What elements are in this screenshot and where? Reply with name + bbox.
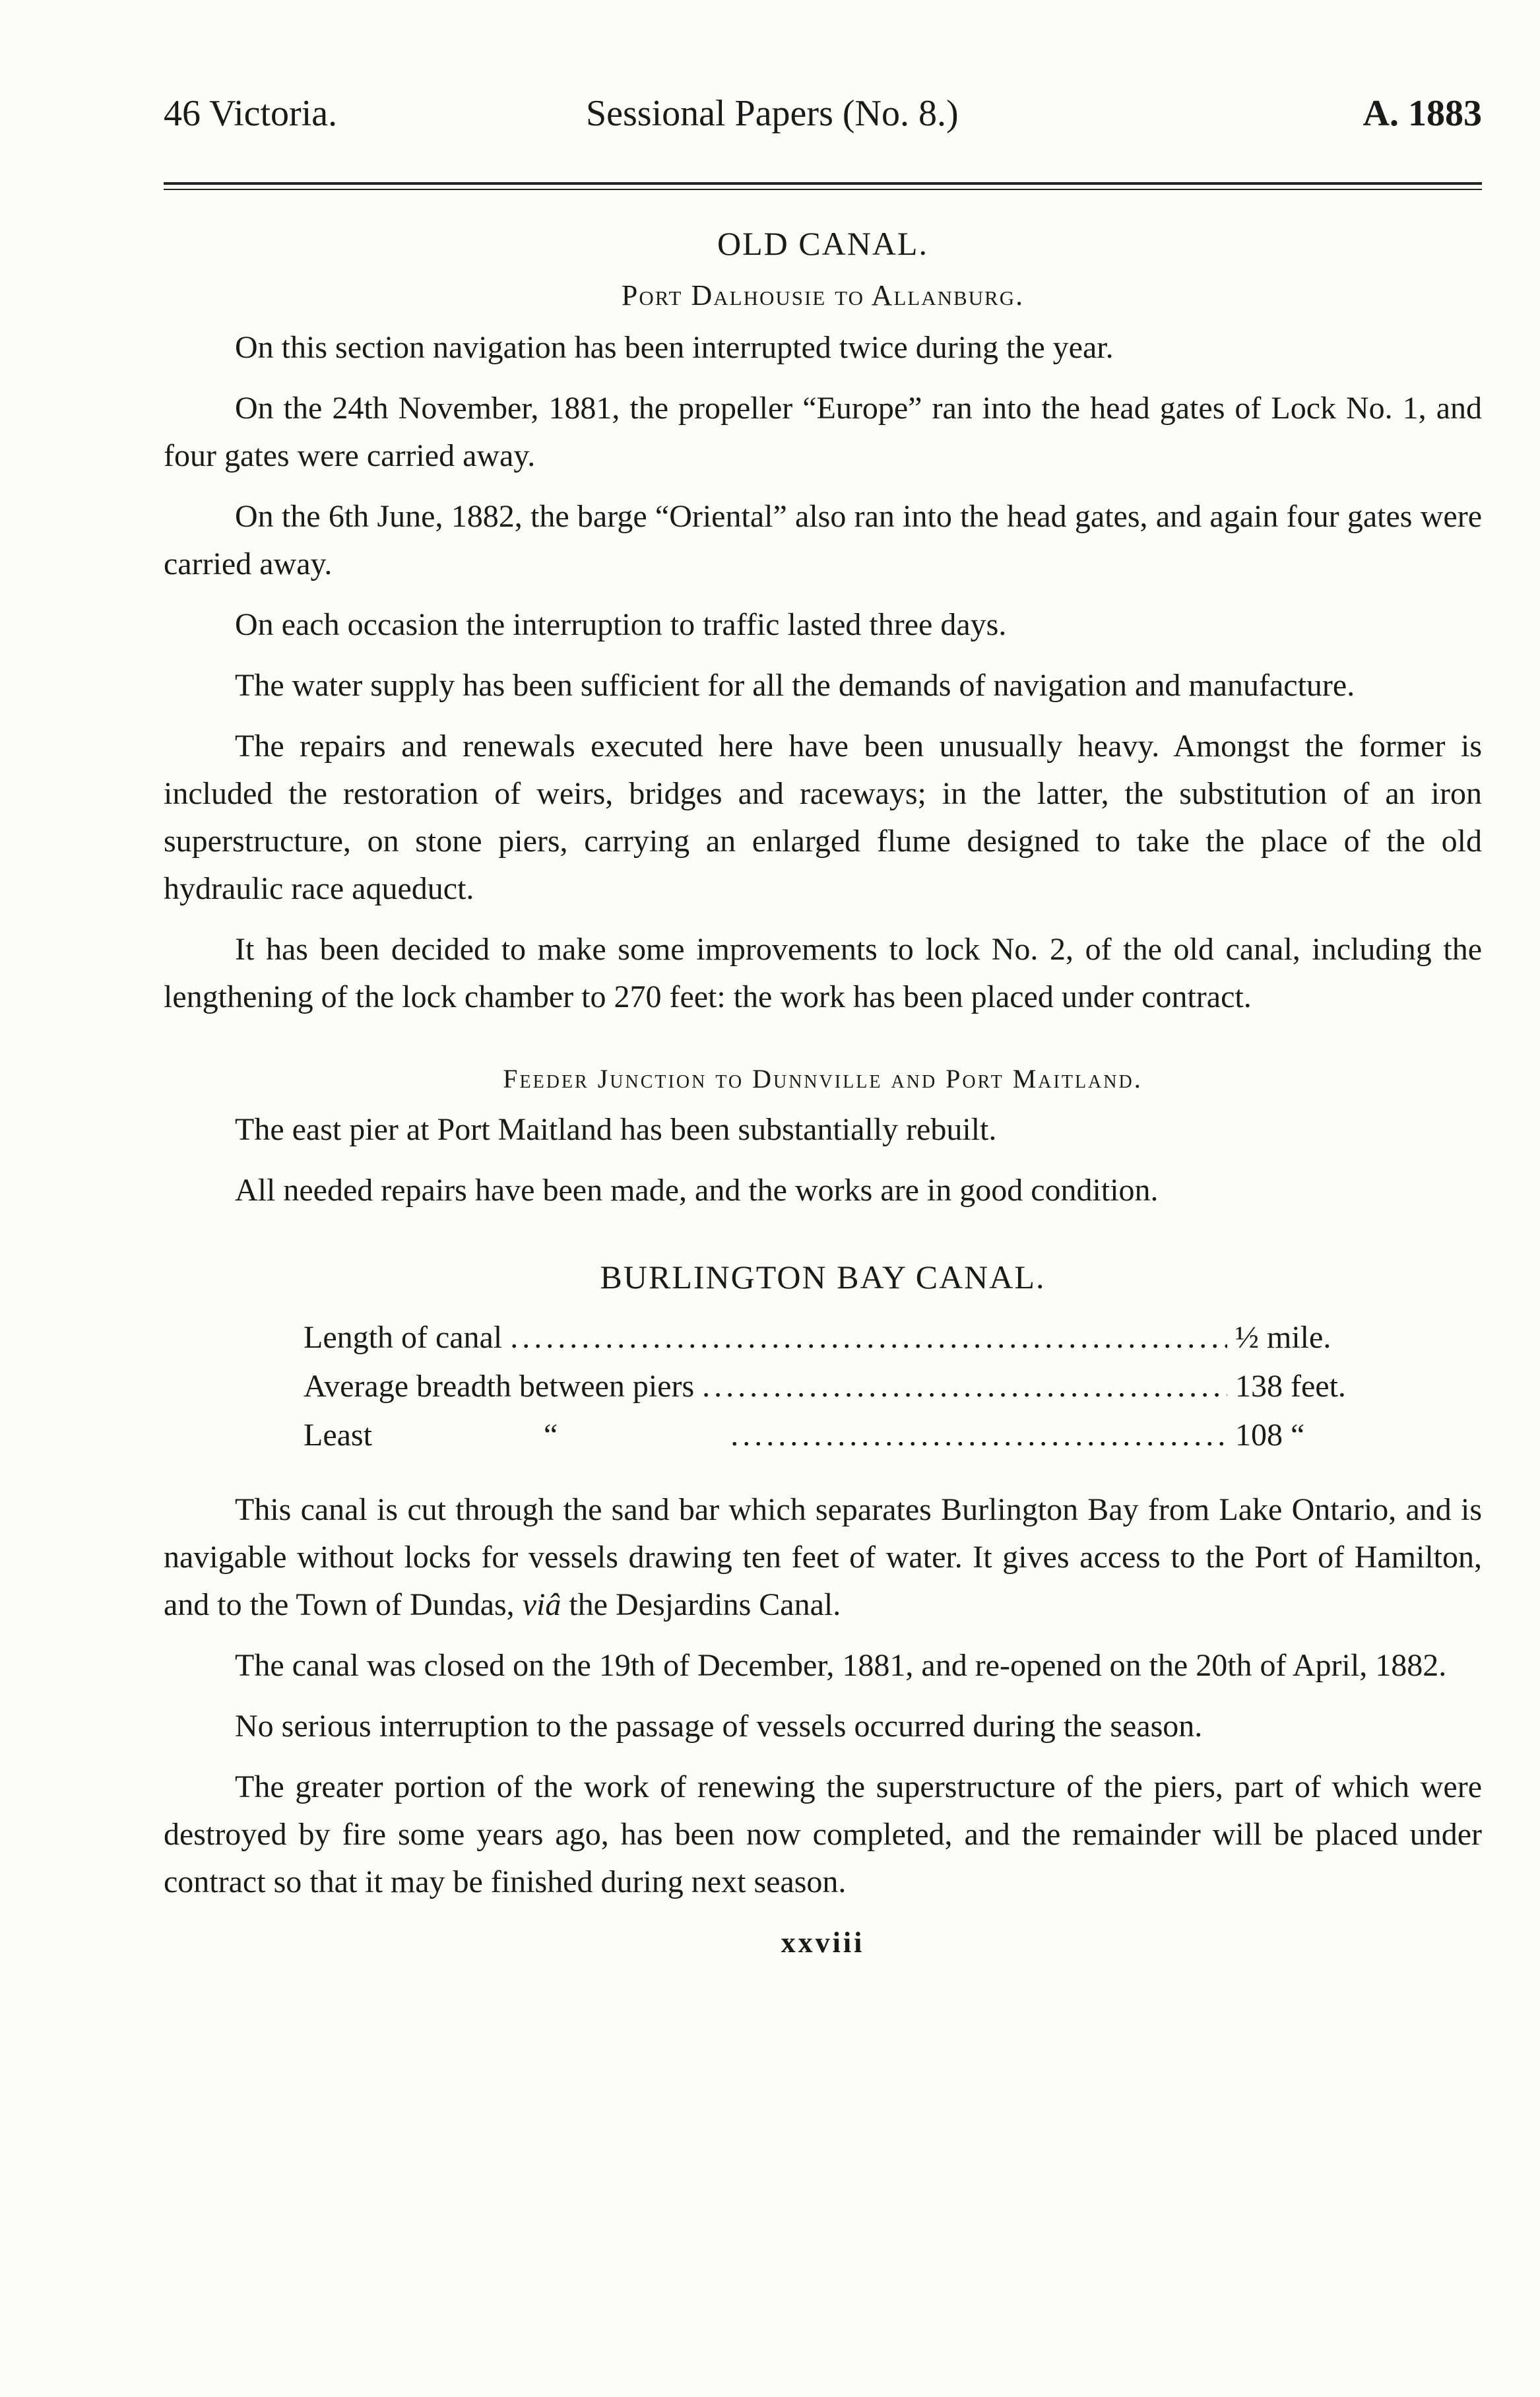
paragraph: The water supply has been sufficient for all the demands of navigation and manufacture. <box>235 668 1355 703</box>
italic-text: viâ <box>522 1587 561 1622</box>
paragraph: No serious interruption to the passage of vessels occurred during the season. <box>235 1709 1203 1744</box>
header-year: A. 1883 <box>1363 93 1482 134</box>
paragraph: On each occasion the interruption to traffic lasted three days. <box>235 607 1007 642</box>
section-title-old-canal: OLD CANAL. <box>717 225 928 262</box>
subsection-title-port-dalhousie: Port Dalhousie to Allanburg. <box>621 279 1025 312</box>
dimension-row <box>304 1313 1367 1362</box>
paragraph <box>164 1486 1482 1629</box>
paragraph: On the 6th June, 1882, the barge “Oriental” also ran into the head gates, and again four gates were carried away. <box>164 499 1482 581</box>
leader-dots <box>702 1362 1227 1411</box>
document-page <box>164 92 1482 1959</box>
leader-dots <box>730 1411 1227 1460</box>
dimension-label: Average breadth between piers <box>304 1369 695 1404</box>
dimension-value: ½ mile. <box>1235 1320 1331 1355</box>
section-title-burlington: BURLINGTON BAY CANAL. <box>600 1259 1046 1296</box>
dimensions-table <box>304 1313 1367 1460</box>
text-run: This canal is cut through the sand bar which separates Burlington Bay from Lake Ontario, and is navigable without locks for vessels drawing ten feet of water. It gives access to the Port of Hamilton, and to the Town of Dundas, <box>164 1492 1482 1622</box>
ditto-mark: “ <box>543 1418 558 1453</box>
dimension-value: 138 feet. <box>1235 1369 1346 1404</box>
paragraph: The repairs and renewals executed here have been unusually heavy. Amongst the former is included the restoration of weirs, bridges and raceways; in the latter, the substitution of an iron superstructure, on stone piers, carrying an enlarged flume designed to take the place of the old hydraulic race aqueduct. <box>164 729 1482 906</box>
paragraph: It has been decided to make some improvements to lock No. 2, of the old canal, including the lengthening of the lock chamber to 270 feet: the work has been placed under contract. <box>164 932 1482 1014</box>
dimension-label: Least <box>304 1418 372 1453</box>
dimension-row <box>304 1411 1367 1460</box>
paragraph: The canal was closed on the 19th of December, 1881, and re-opened on the 20th of April, 1882. <box>235 1648 1447 1683</box>
paragraph: The east pier at Port Maitland has been substantially rebuilt. <box>235 1112 997 1147</box>
paragraph: On this section navigation has been interrupted twice during the year. <box>235 330 1114 365</box>
dimension-value: 108 “ <box>1235 1418 1305 1453</box>
header-rule-thin <box>164 189 1482 190</box>
header-volume: 46 Victoria. <box>164 93 338 134</box>
text-run: the Desjardins Canal. <box>561 1587 841 1622</box>
running-header <box>164 92 1482 158</box>
paragraph: The greater portion of the work of renewing the superstructure of the piers, part of which were destroyed by fire some years ago, has been now completed, and the remainder will be placed under contract so that it may be finished during next season. <box>164 1769 1482 1899</box>
leader-dots <box>510 1313 1227 1362</box>
header-rule <box>164 182 1482 185</box>
page-number: xxviii <box>781 1926 865 1959</box>
paragraph: All needed repairs have been made, and the works are in good condition. <box>235 1173 1159 1208</box>
dimension-label: Length of canal <box>304 1320 503 1355</box>
dimension-row <box>304 1362 1367 1411</box>
header-title: Sessional Papers (No. 8.) <box>586 93 959 134</box>
paragraph: On the 24th November, 1881, the propeller “Europe” ran into the head gates of Lock No. 1, and four gates were carried away. <box>164 391 1482 473</box>
subsection-title-feeder-junction: Feeder Junction to Dunnville and Port Maitland. <box>503 1064 1143 1094</box>
